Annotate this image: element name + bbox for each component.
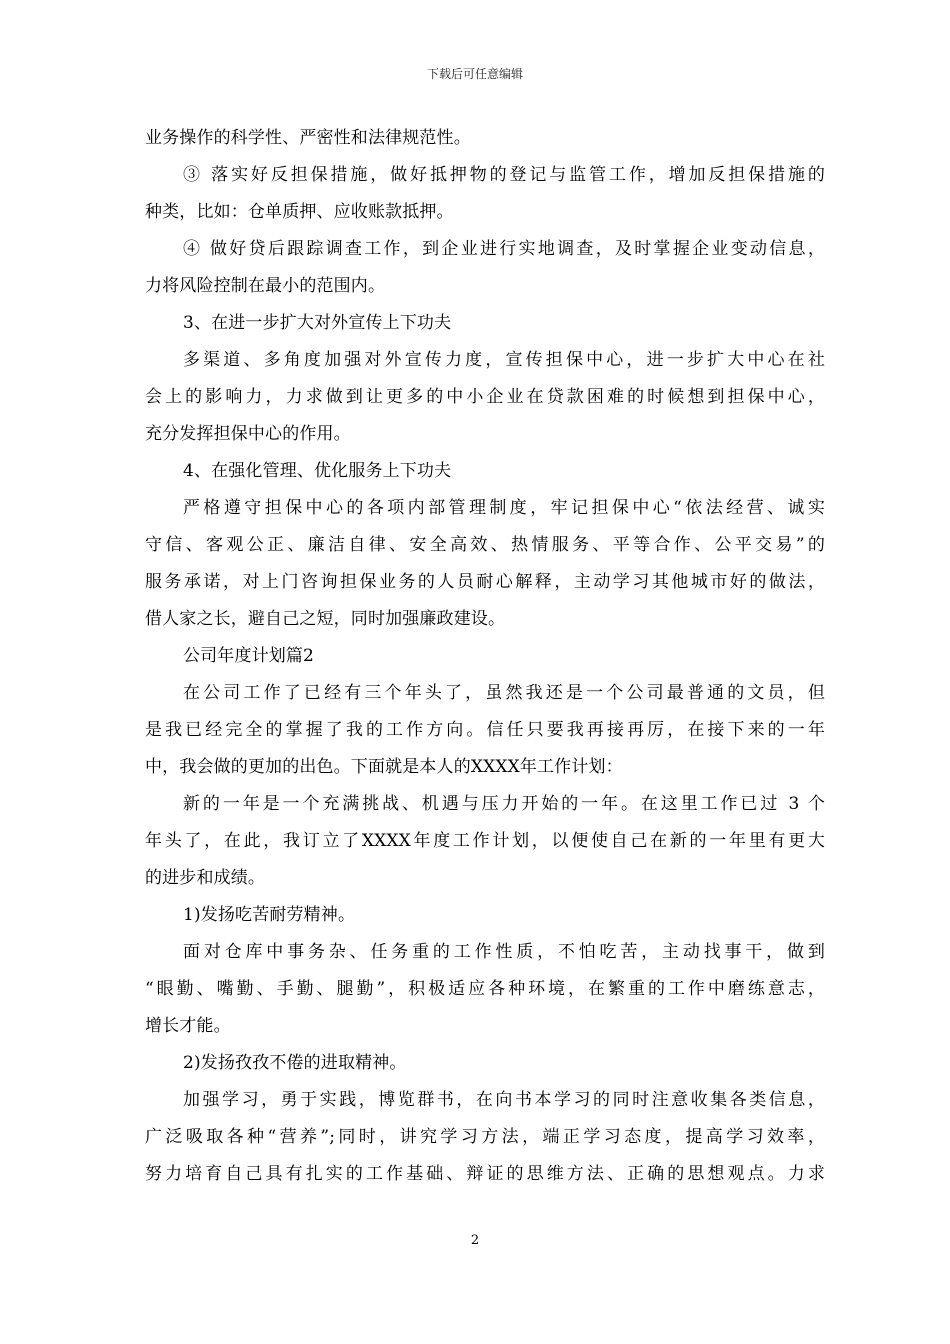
text-line: 中，我会做的更加的出色。下面就是本人的XXXX年工作计划： — [145, 757, 623, 777]
text-line: 新的一年是一个充满挑战、机遇与压力开始的一年。在这里工作已过 3 个 — [183, 794, 825, 814]
text-line: 广泛吸取各种“营养”;同时，讲究学习方法，端正学习态度，提高学习效率， — [145, 1127, 825, 1147]
text-line: ③ 落实好反担保措施，做好抵押物的登记与监管工作，增加反担保措施的 — [183, 165, 825, 185]
text-line: 加强学习，勇于实践，博览群书，在向书本学习的同时注意收集各类信息， — [183, 1090, 825, 1110]
text-line: 充分发挥担保中心的作用。 — [145, 424, 351, 444]
text-line: 增长才能。 — [145, 1016, 231, 1036]
text-line: 努力培育自己具有扎实的工作基础、辩证的思维方法、正确的思想观点。力求 — [145, 1164, 825, 1184]
section-heading: 4、在强化管理、优化服务上下功夫 — [183, 461, 452, 481]
text-line: 面对仓库中事务杂、任务重的工作性质，不怕吃苦，主动找事干，做到 — [183, 942, 825, 962]
text-line: 多渠道、多角度加强对外宣传力度，宣传担保中心，进一步扩大中心在社 — [183, 350, 825, 370]
text-line: 是我已经完全的掌握了我的工作方向。信任只要我再接再厉，在接下来的一年 — [145, 720, 825, 740]
text-line: 会上的影响力，力求做到让更多的中小企业在贷款困难的时候想到担保中心， — [145, 387, 825, 407]
page-header: 下载后可任意编辑 — [426, 67, 523, 81]
text-line: 业务操作的科学性、严密性和法律规范性。 — [145, 128, 471, 148]
section-heading: 1)发扬吃苦耐劳精神。 — [183, 905, 356, 925]
section-heading: 2)发扬孜孜不倦的进取精神。 — [183, 1053, 407, 1073]
text-line: 在公司工作了已经有三个年头了，虽然我还是一个公司最普通的文员，但 — [183, 683, 825, 703]
text-line: ④ 做好贷后跟踪调查工作，到企业进行实地调查，及时掌握企业变动信息， — [183, 239, 825, 259]
text-line: 严格遵守担保中心的各项内部管理制度，牢记担保中心“依法经营、诚实 — [183, 498, 825, 518]
text-line: 借人家之长，避自己之短，同时加强廉政建设。 — [145, 609, 506, 629]
text-line: 年头了，在此，我订立了XXXX年度工作计划，以便使自己在新的一年里有更大 — [145, 831, 825, 851]
section-heading: 公司年度计划篇2 — [183, 646, 315, 666]
text-line: 种类，比如：仓单质押、应收账款抵押。 — [145, 202, 454, 222]
text-line: 守信、客观公正、廉洁自律、安全高效、热情服务、平等合作、公平交易”的 — [145, 535, 825, 555]
document-body — [145, 120, 825, 1193]
text-line: 服务承诺，对上门咨询担保业务的人员耐心解释，主动学习其他城市好的做法， — [145, 572, 825, 592]
text-line: “眼勤、嘴勤、手勤、腿勤”，积极适应各种环境，在繁重的工作中磨练意志， — [145, 979, 825, 999]
text-line: 力将风险控制在最小的范围内。 — [145, 276, 386, 296]
section-heading: 3、在进一步扩大对外宣传上下功夫 — [183, 313, 452, 333]
page-number: 2 — [470, 1233, 480, 1248]
text-line: 的进步和成绩。 — [145, 868, 266, 888]
